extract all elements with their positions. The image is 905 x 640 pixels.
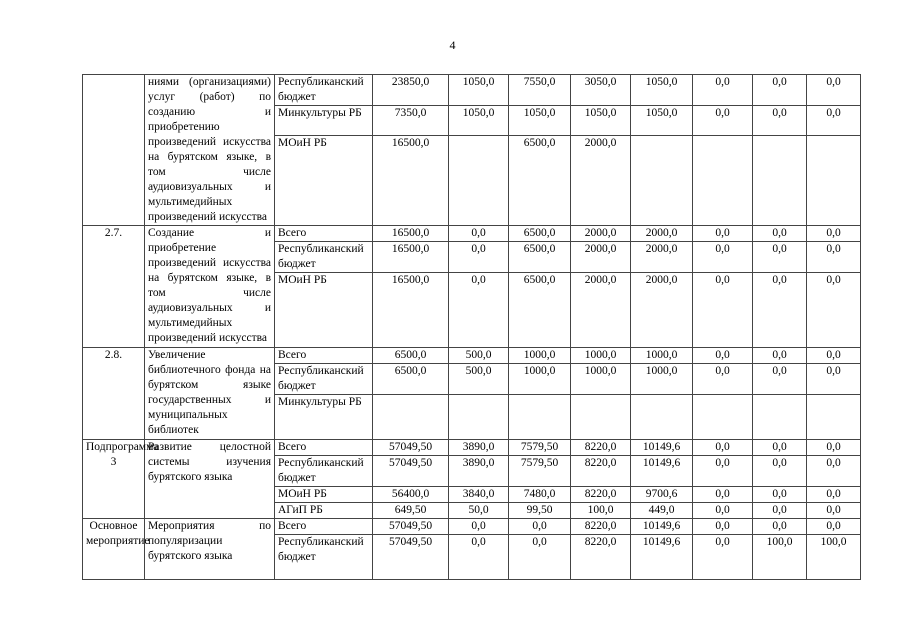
- amount-cell: 649,50: [373, 503, 449, 519]
- amount-cell: [693, 136, 753, 226]
- amount-cell: 57049,50: [373, 519, 449, 535]
- amount-cell: 2000,0: [631, 242, 693, 273]
- amount-cell: 0,0: [807, 106, 861, 136]
- amount-cell: 1050,0: [449, 106, 509, 136]
- funding-source-cell: Республиканский бюджет: [275, 242, 373, 273]
- amount-cell: 3890,0: [449, 456, 509, 487]
- funding-source-cell: Республиканский бюджет: [275, 75, 373, 106]
- item-description-cell: Увеличение библиотечного фонда на бурятском языке государственных и муниципальных библиотек: [145, 348, 275, 440]
- amount-cell: 6500,0: [373, 348, 449, 364]
- item-description-cell: Создание и приобретение произведений искусства на бурятском языке, в том числе аудиовизуальных и мультимедийных произведений искусства: [145, 226, 275, 348]
- amount-cell: 100,0: [753, 535, 807, 580]
- amount-cell: 0,0: [693, 106, 753, 136]
- amount-cell: [509, 395, 571, 440]
- amount-cell: 50,0: [449, 503, 509, 519]
- amount-cell: [807, 395, 861, 440]
- amount-cell: 0,0: [753, 75, 807, 106]
- item-number-cell: 2.7.: [83, 226, 145, 348]
- amount-cell: [449, 136, 509, 226]
- funding-source-cell: Всего: [275, 348, 373, 364]
- amount-cell: 1050,0: [449, 75, 509, 106]
- amount-cell: 8220,0: [571, 456, 631, 487]
- amount-cell: 1000,0: [631, 348, 693, 364]
- amount-cell: 0,0: [753, 273, 807, 348]
- amount-cell: 8220,0: [571, 519, 631, 535]
- amount-cell: [631, 395, 693, 440]
- amount-cell: 9700,6: [631, 487, 693, 503]
- amount-cell: 0,0: [807, 487, 861, 503]
- amount-cell: 500,0: [449, 364, 509, 395]
- amount-cell: 2000,0: [571, 242, 631, 273]
- amount-cell: 0,0: [807, 242, 861, 273]
- amount-cell: 99,50: [509, 503, 571, 519]
- amount-cell: 0,0: [753, 106, 807, 136]
- amount-cell: 57049,50: [373, 440, 449, 456]
- item-description-cell: Мероприятия по популяризации бурятского языка: [145, 519, 275, 580]
- amount-cell: 449,0: [631, 503, 693, 519]
- amount-cell: [449, 395, 509, 440]
- table-row: [83, 348, 861, 364]
- table-row: [83, 75, 861, 106]
- amount-cell: 2000,0: [631, 226, 693, 242]
- amount-cell: 7480,0: [509, 487, 571, 503]
- amount-cell: 10149,6: [631, 456, 693, 487]
- amount-cell: 10149,6: [631, 519, 693, 535]
- funding-source-cell: Минкультуры РБ: [275, 395, 373, 440]
- amount-cell: 6500,0: [509, 226, 571, 242]
- amount-cell: 1000,0: [509, 348, 571, 364]
- funding-source-cell: Республиканский бюджет: [275, 456, 373, 487]
- amount-cell: 1000,0: [571, 364, 631, 395]
- amount-cell: [631, 136, 693, 226]
- amount-cell: 0,0: [693, 535, 753, 580]
- amount-cell: 0,0: [807, 519, 861, 535]
- amount-cell: 1000,0: [509, 364, 571, 395]
- amount-cell: [753, 136, 807, 226]
- amount-cell: 0,0: [753, 348, 807, 364]
- amount-cell: [807, 136, 861, 226]
- amount-cell: 1050,0: [631, 106, 693, 136]
- amount-cell: 1050,0: [509, 106, 571, 136]
- funding-source-cell: Всего: [275, 519, 373, 535]
- amount-cell: [571, 395, 631, 440]
- funding-source-cell: Всего: [275, 440, 373, 456]
- amount-cell: 0,0: [693, 440, 753, 456]
- table-row: [83, 226, 861, 242]
- amount-cell: 0,0: [753, 364, 807, 395]
- amount-cell: 0,0: [693, 503, 753, 519]
- amount-cell: 0,0: [693, 364, 753, 395]
- amount-cell: 6500,0: [509, 242, 571, 273]
- amount-cell: 16500,0: [373, 273, 449, 348]
- amount-cell: 6500,0: [509, 136, 571, 226]
- amount-cell: 0,0: [753, 503, 807, 519]
- amount-cell: 1000,0: [571, 348, 631, 364]
- item-number-cell: 2.8.: [83, 348, 145, 440]
- table-row: [83, 519, 861, 535]
- amount-cell: 0,0: [693, 348, 753, 364]
- amount-cell: 0,0: [807, 226, 861, 242]
- amount-cell: 0,0: [449, 535, 509, 580]
- amount-cell: 0,0: [807, 273, 861, 348]
- amount-cell: 2000,0: [631, 273, 693, 348]
- amount-cell: 0,0: [753, 456, 807, 487]
- item-description-cell: Развитие целостной системы изучения бурятского языка: [145, 440, 275, 519]
- amount-cell: 0,0: [449, 519, 509, 535]
- amount-cell: 0,0: [807, 364, 861, 395]
- funding-source-cell: Всего: [275, 226, 373, 242]
- amount-cell: 57049,50: [373, 456, 449, 487]
- amount-cell: 0,0: [693, 242, 753, 273]
- amount-cell: 8220,0: [571, 487, 631, 503]
- amount-cell: 6500,0: [509, 273, 571, 348]
- amount-cell: 500,0: [449, 348, 509, 364]
- amount-cell: 0,0: [753, 487, 807, 503]
- amount-cell: 56400,0: [373, 487, 449, 503]
- amount-cell: 7579,50: [509, 440, 571, 456]
- amount-cell: 8220,0: [571, 440, 631, 456]
- amount-cell: 0,0: [807, 440, 861, 456]
- amount-cell: 7579,50: [509, 456, 571, 487]
- amount-cell: 0,0: [449, 273, 509, 348]
- amount-cell: 0,0: [753, 242, 807, 273]
- amount-cell: 3840,0: [449, 487, 509, 503]
- amount-cell: 0,0: [693, 456, 753, 487]
- amount-cell: 0,0: [509, 519, 571, 535]
- amount-cell: 0,0: [753, 226, 807, 242]
- amount-cell: 100,0: [807, 535, 861, 580]
- amount-cell: [693, 395, 753, 440]
- funding-source-cell: МОиН РБ: [275, 273, 373, 348]
- budget-table: [82, 74, 861, 580]
- amount-cell: 0,0: [753, 519, 807, 535]
- funding-source-cell: МОиН РБ: [275, 487, 373, 503]
- amount-cell: 10149,6: [631, 535, 693, 580]
- amount-cell: 1000,0: [631, 364, 693, 395]
- amount-cell: 2000,0: [571, 136, 631, 226]
- amount-cell: 0,0: [807, 456, 861, 487]
- funding-source-cell: Минкультуры РБ: [275, 106, 373, 136]
- amount-cell: 16500,0: [373, 242, 449, 273]
- amount-cell: 7550,0: [509, 75, 571, 106]
- amount-cell: 2000,0: [571, 226, 631, 242]
- amount-cell: 57049,50: [373, 535, 449, 580]
- funding-source-cell: МОиН РБ: [275, 136, 373, 226]
- amount-cell: [373, 395, 449, 440]
- amount-cell: 10149,6: [631, 440, 693, 456]
- item-description-cell: ниями (организациями) услуг (работ) по созданию и приобретению произведений искусства на бурятском языке, в том числе аудиовизуальных и мультимедийных произведений искусства: [145, 75, 275, 226]
- amount-cell: 2000,0: [571, 273, 631, 348]
- amount-cell: 3890,0: [449, 440, 509, 456]
- amount-cell: 0,0: [449, 242, 509, 273]
- amount-cell: 8220,0: [571, 535, 631, 580]
- amount-cell: 16500,0: [373, 226, 449, 242]
- amount-cell: 100,0: [571, 503, 631, 519]
- amount-cell: 0,0: [509, 535, 571, 580]
- item-number-cell: [83, 75, 145, 226]
- amount-cell: 0,0: [807, 75, 861, 106]
- amount-cell: 7350,0: [373, 106, 449, 136]
- amount-cell: 3050,0: [571, 75, 631, 106]
- item-number-cell: Подпрограмма 3: [83, 440, 145, 519]
- table-row: [83, 440, 861, 456]
- funding-source-cell: Республиканский бюджет: [275, 364, 373, 395]
- amount-cell: 0,0: [693, 226, 753, 242]
- item-number-cell: Основное мероприятие: [83, 519, 145, 580]
- amount-cell: 0,0: [693, 75, 753, 106]
- funding-source-cell: Республиканский бюджет: [275, 535, 373, 580]
- amount-cell: 16500,0: [373, 136, 449, 226]
- amount-cell: 0,0: [693, 487, 753, 503]
- amount-cell: 0,0: [753, 440, 807, 456]
- amount-cell: 1050,0: [631, 75, 693, 106]
- amount-cell: 6500,0: [373, 364, 449, 395]
- amount-cell: 0,0: [807, 503, 861, 519]
- amount-cell: 0,0: [807, 348, 861, 364]
- amount-cell: 23850,0: [373, 75, 449, 106]
- funding-source-cell: АГиП РБ: [275, 503, 373, 519]
- amount-cell: 0,0: [693, 519, 753, 535]
- amount-cell: 0,0: [693, 273, 753, 348]
- page-number: 4: [449, 38, 456, 52]
- amount-cell: 1050,0: [571, 106, 631, 136]
- amount-cell: 0,0: [449, 226, 509, 242]
- amount-cell: [753, 395, 807, 440]
